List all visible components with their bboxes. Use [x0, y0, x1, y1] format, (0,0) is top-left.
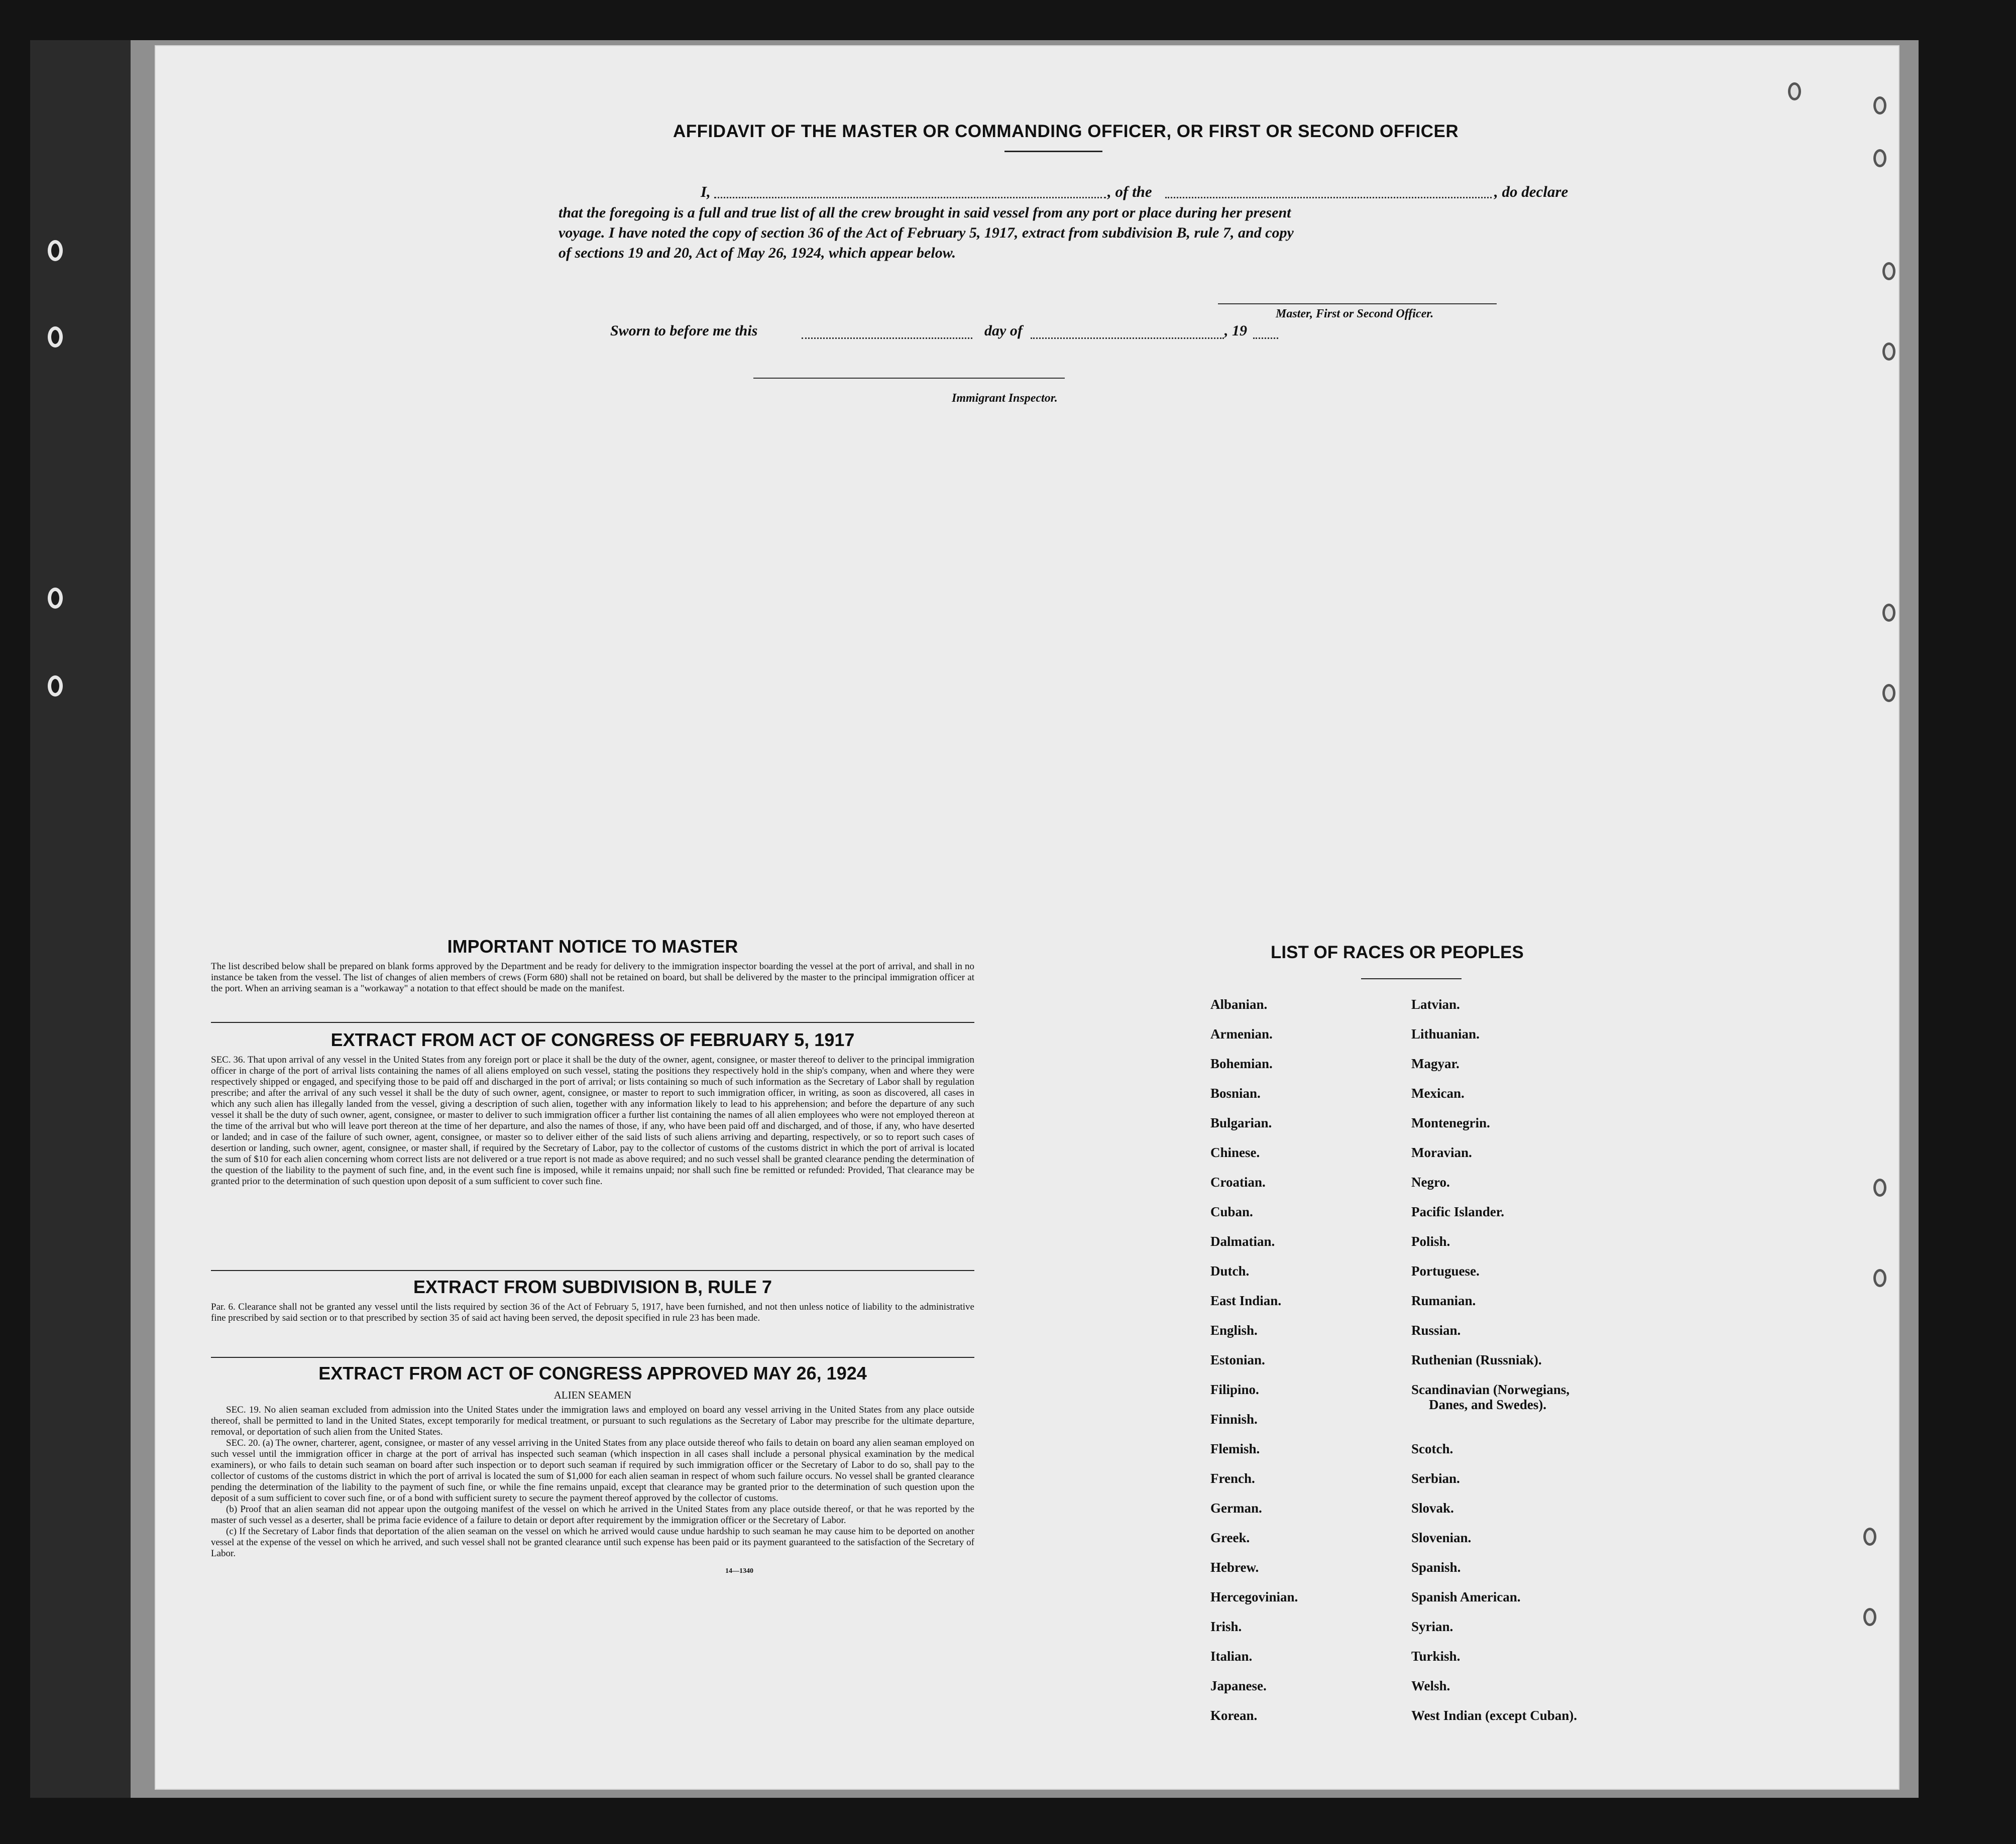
- alien-seamen-subtitle: ALIEN SEAMEN: [553, 1389, 632, 1401]
- race-item: Lithuanian.: [1411, 1026, 1480, 1042]
- punch-hole: [1882, 262, 1895, 280]
- divider: [1361, 978, 1462, 979]
- race-item: Ruthenian (Russniak).: [1411, 1352, 1542, 1367]
- punch-hole: [1882, 342, 1895, 361]
- race-item: Cuban.: [1210, 1204, 1253, 1219]
- race-item: Flemish.: [1210, 1441, 1260, 1456]
- affidavit-line-2: voyage. I have noted the copy of section 36 of the Act of February 5, 1917, extract from subdivision B, rule 7, and copy: [558, 224, 1294, 241]
- race-item: Hebrew.: [1210, 1560, 1259, 1575]
- race-item: Magyar.: [1411, 1056, 1460, 1071]
- sec-20c-text: (c) If the Secretary of Labor finds that deportation of the alien seaman on the vessel on which he arrived would cause undue hardship to such seaman he may cause him to be deported on another vessel at the expense of the vessel on which he arrived, and such vessel shall not be granted clearance until such expense has been paid or its payment guaranteed to the satisfaction of the Secretary of Labor.: [211, 1526, 974, 1559]
- inspector-caption: Immigrant Inspector.: [952, 392, 1058, 405]
- race-item: Mexican.: [1411, 1086, 1465, 1101]
- race-item: Russian.: [1411, 1323, 1461, 1338]
- extract-1917-title: EXTRACT FROM ACT OF CONGRESS OF FEBRUARY 5, 1917: [330, 1029, 855, 1050]
- day-of-label: day of: [984, 322, 1023, 339]
- race-item: Syrian.: [1411, 1619, 1453, 1634]
- race-item: Dalmatian.: [1210, 1234, 1275, 1249]
- rule-7-section: [211, 1277, 974, 1324]
- sworn-label: Sworn to before me this: [610, 322, 758, 339]
- race-item: Japanese.: [1210, 1678, 1267, 1693]
- notice-title: IMPORTANT NOTICE TO MASTER: [447, 936, 738, 957]
- affidavit-i-label: I,: [701, 183, 711, 200]
- affidavit-line-1: that the foregoing is a full and true list of all the crew brought in said vessel from any port or place during her present: [558, 204, 1291, 221]
- race-item: Portuguese.: [1411, 1263, 1480, 1279]
- affidavit-title: AFFIDAVIT OF THE MASTER OR COMMANDING OFFICER, OR FIRST OR SECOND OFFICER: [673, 122, 1459, 141]
- sworn-month-line[interactable]: [1031, 337, 1224, 339]
- race-item: Hercegovinian.: [1210, 1589, 1298, 1604]
- punch-hole: [1863, 1608, 1876, 1626]
- extract-1924-section: [211, 1363, 974, 1575]
- race-item: German.: [1210, 1501, 1262, 1516]
- race-item: Albanian.: [1210, 997, 1268, 1012]
- affidavit-do-declare: , do declare: [1494, 183, 1569, 200]
- race-item: West Indian (except Cuban).: [1411, 1708, 1578, 1723]
- race-item: Turkish.: [1411, 1649, 1461, 1664]
- race-item: Montenegrin.: [1411, 1115, 1490, 1130]
- year-label: , 19: [1224, 322, 1247, 339]
- sworn-year-line[interactable]: [1253, 337, 1278, 339]
- binder-hole: [48, 326, 63, 348]
- sec-19-text: SEC. 19. No alien seaman excluded from admission into the United States under the immigration laws and employed on board any vessel arriving in the United States from any place outside thereof, shall be permitted to land in the United States, except temporarily for medical treatment, or pursuant to such regulations as the Secretary of Labor may prescribe for the ultimate departure, removal, or deportation of such alien from the United States.: [211, 1405, 974, 1437]
- race-item: Negro.: [1411, 1175, 1450, 1190]
- rule-7-title: EXTRACT FROM SUBDIVISION B, RULE 7: [413, 1277, 772, 1297]
- race-item: Spanish.: [1411, 1560, 1461, 1575]
- race-item: Italian.: [1210, 1649, 1253, 1664]
- inspector-signature-line[interactable]: [753, 378, 1065, 379]
- punch-hole: [1882, 604, 1895, 622]
- signature-caption: Master, First or Second Officer.: [1276, 307, 1434, 320]
- form-number: 14—1340: [725, 1567, 753, 1575]
- sworn-day-line[interactable]: [802, 337, 972, 339]
- race-item: Latvian.: [1411, 997, 1460, 1012]
- race-item: French.: [1210, 1471, 1255, 1486]
- punch-hole: [1882, 684, 1895, 702]
- rule-7-text: Par. 6. Clearance shall not be granted any vessel until the lists required by section 36 of the Act of February 5, 1917, have been furnished, and not then unless notice of liability to the administrative fine prescribed by said section or to that prescribed by section 35 of said act having been served, the deposit specified in rule 23 has been made.: [211, 1302, 974, 1323]
- notice-text: The list described below shall be prepared on blank forms approved by the Department and be ready for delivery to the immigration inspector boarding the vessel at the port of arrival, and shall in no instance be taken from the vessel. The list of changes of alien members of crews (Form 680) shall not be retained on board, but shall be delivered by the master to the principal immigration officer at the port. When an arriving seaman is a "workaway" a notation to that effect should be made on the manifest.: [211, 961, 974, 994]
- divider: [1004, 151, 1102, 152]
- divider: [211, 1022, 974, 1023]
- race-item: Pacific Islander.: [1411, 1204, 1504, 1219]
- punch-hole: [1788, 82, 1801, 100]
- binder-hole: [48, 588, 63, 609]
- master-name-line[interactable]: [714, 197, 1106, 198]
- notice-section: [211, 936, 974, 994]
- race-item: Welsh.: [1411, 1678, 1450, 1693]
- race-item: Greek.: [1210, 1530, 1250, 1545]
- divider: [211, 1357, 974, 1358]
- race-item: Bohemian.: [1210, 1056, 1273, 1071]
- punch-hole: [1873, 149, 1886, 167]
- divider: [211, 1270, 974, 1271]
- punch-hole: [1873, 1179, 1886, 1197]
- sec-20a-text: SEC. 20. (a) The owner, charterer, agent, consignee, or master of any vessel arriving in the United States from any place outside thereof who fails to detain on board any alien seaman employed on such vessel until the immigration officer in charge at the port of arrival has inspected such seaman (which inspection in all cases shall include a personal physical examination by the medical examiners), or who fails to detain such seaman on board after such inspection or to deport such seaman if required by such immigration officer or the Secretary of Labor to do so, shall pay to the collector of customs of the customs district in which the port of arrival is located the sum of $1,000 for each alien seaman in respect of whom such failure occurs. No vessel shall be granted clearance pending the determination of the liability to the payment of such fine, or while the fine remains unpaid, except that clearance may be granted prior to the determination of such question upon the deposit of a sum sufficient to cover such fine, or of a bond with sufficient surety to secure the payment thereof approved by the collector of customs.: [211, 1438, 974, 1504]
- race-item: Croatian.: [1210, 1175, 1266, 1190]
- race-item: Moravian.: [1411, 1145, 1472, 1160]
- race-item: Bosnian.: [1210, 1086, 1261, 1101]
- race-item: Estonian.: [1210, 1352, 1265, 1367]
- race-item: Armenian.: [1210, 1026, 1273, 1042]
- race-item: Filipino.: [1210, 1382, 1259, 1397]
- race-item: English.: [1210, 1323, 1258, 1338]
- race-item: Irish.: [1210, 1619, 1242, 1634]
- extract-1917-section: [211, 1029, 974, 1187]
- race-item: Scandinavian (Norwegians,: [1411, 1382, 1570, 1397]
- affidavit-line-3: of sections 19 and 20, Act of May 26, 1924, which appear below.: [558, 245, 956, 261]
- race-item: Slovenian.: [1411, 1530, 1472, 1545]
- punch-hole: [1863, 1528, 1876, 1546]
- extract-1924-title: EXTRACT FROM ACT OF CONGRESS APPROVED MAY 26, 1924: [318, 1363, 867, 1384]
- affidavit-of-the-label: , of the: [1107, 183, 1152, 200]
- race-item: Finnish.: [1210, 1412, 1258, 1427]
- sec-20b-text: (b) Proof that an alien seaman did not appear upon the outgoing manifest of the vessel on which he arrived in the United States from any place outside thereof, or that he was reported by the master of such vessel as a deserter, shall be prima facie evidence of a failure to detain or deport after requirement by the immigration officer or the Secretary of Labor.: [211, 1504, 974, 1526]
- race-item: Slovak.: [1411, 1501, 1454, 1516]
- binder-hole: [48, 675, 63, 697]
- extract-1917-text: SEC. 36. That upon arrival of any vessel in the United States from any foreign port or place it shall be the duty of the owner, agent, consignee, or master thereof to deliver to the principal immigration officer in charge of the port of arrival lists containing the names of all aliens employed on such vessel, stating the positions they respectively hold in the ship's company, when and where they were respectively shipped or engaged, and specifying those to be paid off and discharged in the port of arrival; or lists containing so much of such information as the Secretary of Labor shall by regulation prescribe; and after the arrival of any such vessel it shall be the duty of such owner, agent, consignee, or master to report to such immigration officer, in writing, as soon as discovered, all cases in which any such alien has illegally landed from the vessel, giving a description of such alien, together with any information likely to lead to his apprehension; and before the departure of any such vessel it shall be the duty of such owner, agent, consignee, or master to deliver to such immigration officer a further list containing the names of all alien employees who were not employed thereon at the time of the arrival but who will leave port thereon at the time of her departure, and also the names of those, if any, who have been paid off and discharged, and of those, if any, who have deserted or landed; and in case of the failure of such owner, agent, consignee, or master so to deliver either of the said lists of such aliens arriving and departing, respectively, or so to report such cases of desertion or landing, such owner, agent, consignee, or master shall, if required by the Secretary of Labor, pay to the collector of customs of the customs district in which the port of arrival is located the sum of $10 for each alien concerning whom correct lists are not delivered or a true report is not made as above required; and no such vessel shall be granted clearance pending the determination of the question of the liability to the payment of such fine, and, in the event such fine is imposed, while it remains unpaid; nor shall such fine be remitted or refunded: Provided, That clearance may be granted prior to the determination of such question upon deposit of a sum sufficient to cover such fine.: [211, 1055, 974, 1187]
- race-item: Korean.: [1210, 1708, 1258, 1723]
- race-item-continuation: Danes, and Swedes).: [1429, 1397, 1547, 1412]
- race-item: Dutch.: [1210, 1263, 1250, 1279]
- race-item: East Indian.: [1210, 1293, 1282, 1308]
- race-item: Chinese.: [1210, 1145, 1260, 1160]
- race-item: Polish.: [1411, 1234, 1450, 1249]
- race-item: Serbian.: [1411, 1471, 1460, 1486]
- vessel-name-line[interactable]: [1165, 197, 1492, 198]
- punch-hole: [1873, 96, 1886, 114]
- race-item: Rumanian.: [1411, 1293, 1476, 1308]
- races-title: LIST OF RACES OR PEOPLES: [1271, 943, 1524, 962]
- race-item: Bulgarian.: [1210, 1115, 1272, 1130]
- affidavit-body: [558, 203, 1603, 263]
- race-item: Scotch.: [1411, 1441, 1453, 1456]
- binder-hole: [48, 240, 63, 261]
- punch-hole: [1873, 1269, 1886, 1287]
- master-signature-line[interactable]: [1218, 303, 1497, 304]
- document-page: [156, 46, 1898, 1789]
- race-item: Spanish American.: [1411, 1589, 1521, 1604]
